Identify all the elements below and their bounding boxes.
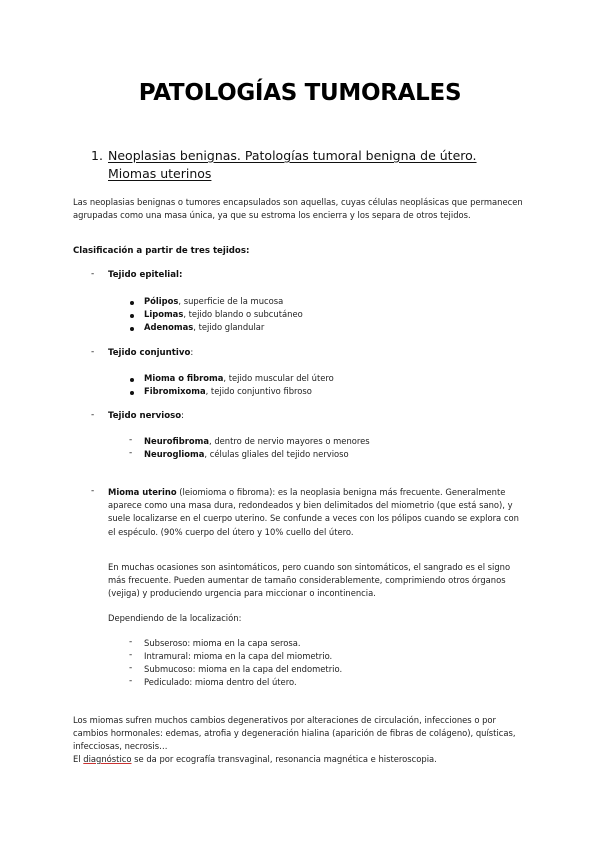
location-item: Pediculado: mioma dentro del útero. <box>144 677 297 687</box>
list-item-term: Pólipos <box>144 296 179 306</box>
list-item <box>144 322 264 332</box>
tissue-conjuntivo-name: Tejido conjuntivo <box>108 348 191 358</box>
footer-p2-suffix: se da por ecografía transvaginal, resonancia magnética e histeroscopia. <box>131 754 437 764</box>
list-item-desc: , tejido blando o subcutáneo <box>183 309 303 319</box>
bullet-dot <box>130 391 134 395</box>
mioma-paragraph-3: Dependiendo de la localización: <box>108 613 242 623</box>
list-item-term: Fibromixoma <box>144 386 206 396</box>
list-item-term: Mioma o fibroma <box>144 373 224 383</box>
bullet-dot <box>130 314 134 318</box>
footer-p2-prefix: El <box>73 754 84 764</box>
bullet-dot <box>130 327 134 331</box>
location-item: Subseroso: mioma en la capa serosa. <box>144 638 301 648</box>
list-item-desc: , superficie de la mucosa <box>178 296 284 306</box>
list-item-desc: , dentro de nervio mayores o menores <box>209 436 370 446</box>
bullet-dot <box>130 301 134 305</box>
heading-line-1 <box>108 147 477 165</box>
mioma-paragraph-2: En muchas ocasiones son asintomáticos, pero cuando son sintomáticos, el sangrado es el signo más frecuente. Pueden aumentar de tamaño considerablemente, comprimiendo otros órganos (vejiga) y produciendo urgencia para miccionar o incontinencia. <box>108 562 511 599</box>
location-item: Intramural: mioma en la capa del miometrio. <box>144 651 333 661</box>
classification-label: Clasificación a partir de tres tejidos: <box>73 246 250 256</box>
heading-line-2-text: Miomas uterinos <box>108 166 212 181</box>
tissue-nervioso-suffix: : <box>181 411 185 421</box>
intro-paragraph: Las neoplasias benignas o tumores encapsulados son aquellas, cuyas células neoplásicas que permanecen agrupadas como una masa única, ya que su estroma los encierra y los separa de otros tejidos. <box>73 197 523 221</box>
list-item-desc: , células gliales del tejido nervioso <box>204 449 349 459</box>
mioma-paragraph-1 <box>108 486 520 539</box>
heading-line-1-text: Neoplasias benignas. Patologías tumoral benigna de útero. <box>108 148 477 163</box>
list-item-term: Neuroglioma <box>144 449 205 459</box>
bullet-dot <box>130 378 134 382</box>
dash-bullet: - <box>91 269 95 279</box>
heading-line-2 <box>108 165 211 183</box>
dash-bullet: - <box>129 637 133 647</box>
dash-bullet: - <box>91 410 95 420</box>
list-item-term: Lipomas <box>144 309 184 319</box>
mioma-term: Mioma uterino <box>108 487 177 497</box>
dash-bullet: - <box>129 676 133 686</box>
dash-bullet: - <box>129 448 133 458</box>
mioma-p1-text: (leiomioma o fibroma): es la neoplasia benigna más frecuente. Generalmente aparece como una masa dura, redondeados y bien delimitados del miometrio (que está sano), y suele localizarse en el cuerpo uterino. Se confunde a veces con los pólipos cuando se explora con el espéculo. (90% cuerpo del útero y 10% cuello del útero. <box>108 487 519 537</box>
list-item <box>144 373 334 383</box>
list-item <box>144 309 303 319</box>
footer-paragraph-2 <box>73 753 528 766</box>
dash-bullet: - <box>129 663 133 673</box>
dash-bullet: - <box>91 486 95 496</box>
dash-bullet: - <box>129 650 133 660</box>
list-item-desc: , tejido glandular <box>193 322 265 332</box>
list-item-desc: , tejido muscular del útero <box>223 373 334 383</box>
page-title: PATOLOGÍAS TUMORALES <box>138 80 462 106</box>
heading-number: 1. <box>91 148 103 163</box>
tissue-nervioso-name: Tejido nervioso <box>108 411 182 421</box>
list-item <box>144 296 283 306</box>
list-item-desc: , tejido conjuntivo fibroso <box>205 386 312 396</box>
dash-bullet: - <box>91 347 95 357</box>
tissue-conjuntivo-suffix: : <box>190 348 194 358</box>
tissue-nervioso <box>108 411 184 421</box>
tissue-conjuntivo <box>108 348 193 358</box>
location-item: Submucoso: mioma en la capa del endometrio. <box>144 664 343 674</box>
list-item <box>144 436 370 446</box>
list-item-term: Neurofibroma <box>144 436 210 446</box>
list-item-term: Adenomas <box>144 322 194 332</box>
footer-paragraph-1: Los miomas sufren muchos cambios degenerativos por alteraciones de circulación, infecciones o por cambios hormonales: edemas, atrofia y degeneración hialina (aparición de fibras de colágeno), quísticas, infecciosas, necrosis… <box>73 715 516 752</box>
tissue-epitelial: Tejido epitelial: <box>108 270 183 280</box>
list-item <box>144 449 349 459</box>
diagnostico-link: diagnóstico <box>83 754 132 764</box>
list-item <box>144 386 312 396</box>
dash-bullet: - <box>129 435 133 445</box>
